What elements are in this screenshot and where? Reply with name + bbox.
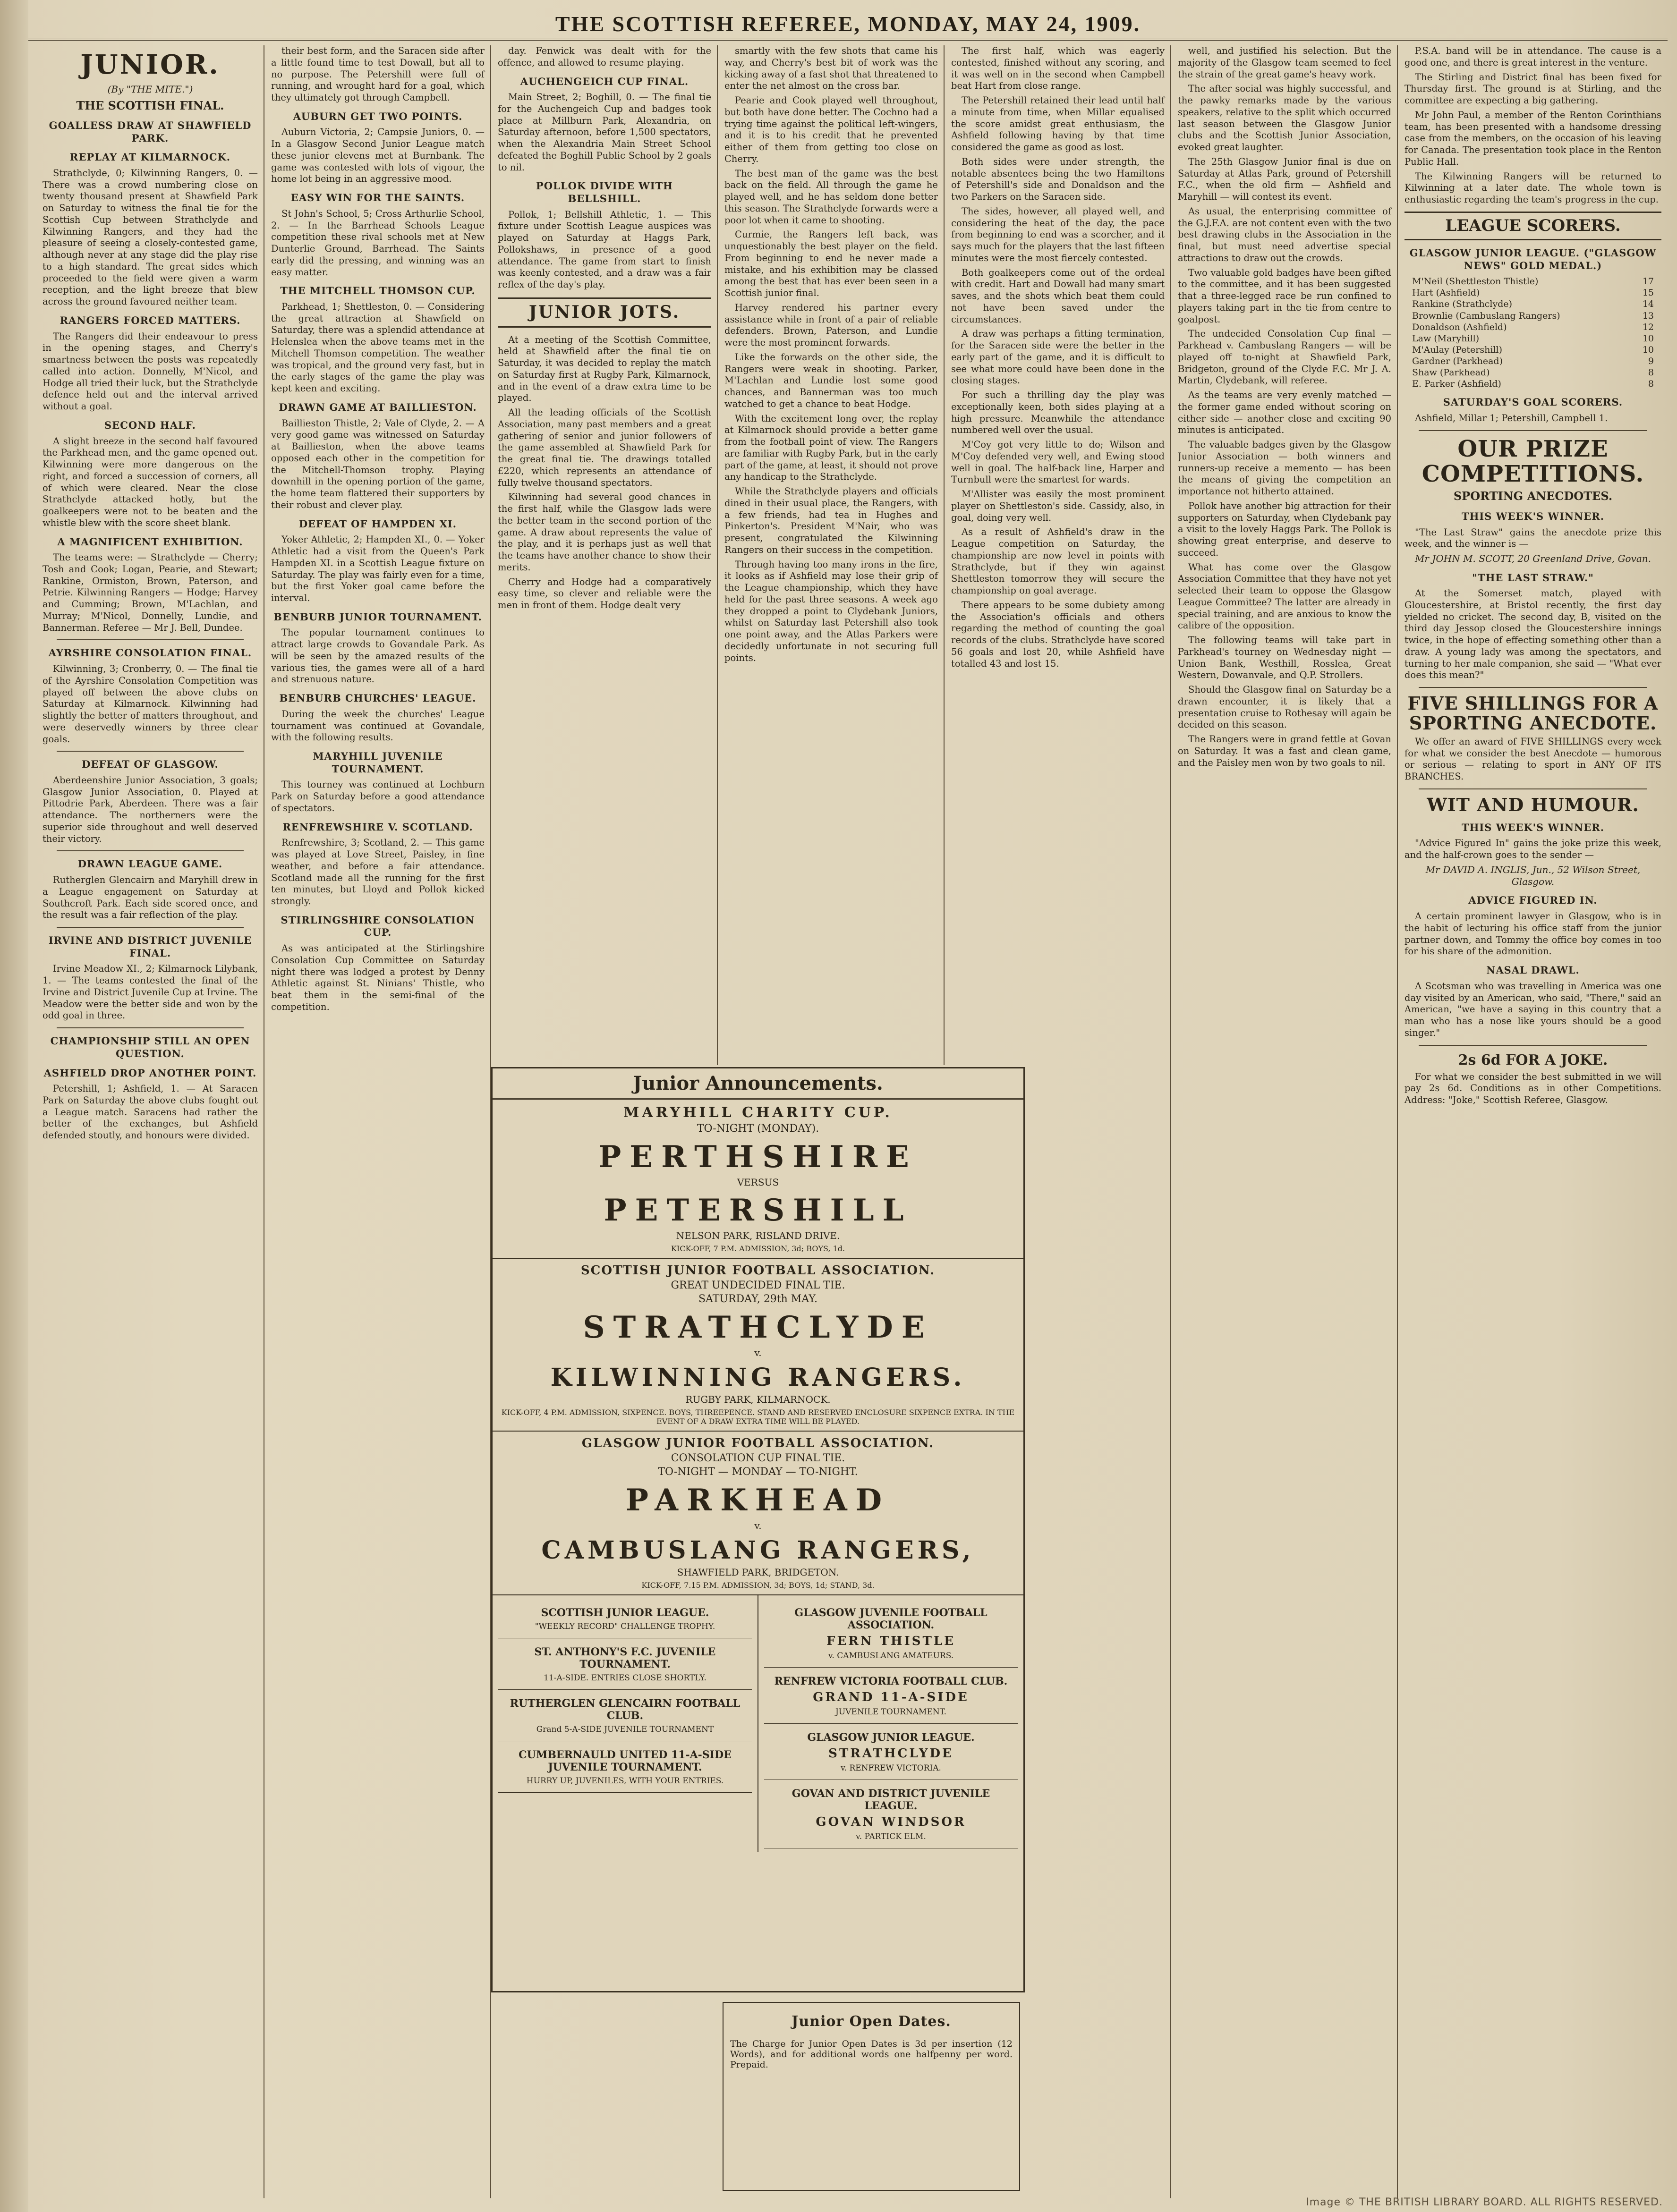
paragraph: Mr John Paul, a member of the Renton Corinthians team, has been presented with a handsome dressing case from the members, on the occasion of his leaving for Canada. The presentation took place in the Renton Public Hall. [1405, 109, 1661, 167]
ad-team-1: STRATHCLYDE [583, 1310, 933, 1345]
small-ad-body: Grand 5-A-SIDE JUVENILE TOURNAMENT [536, 1725, 714, 1734]
small-ad-team: GOVAN WINDSOR [816, 1815, 966, 1829]
paragraph: While the Strathclyde players and officials dined in their usual place, the Rangers, with a few friends, had tea in Hughes and Pinkerton's. President M'Nair, who was present, congratulated the Kilwinning Rangers on their success in the competition. [724, 486, 938, 555]
paragraph: Curmie, the Rangers left back, was unquestionably the best player on the field. From beginning to end he never made a mistake, and his exhibition may be classed among the best that has ever been seen in a Scottish junior final. [724, 229, 938, 298]
scorer-row [1405, 276, 1661, 287]
paragraph: At a meeting of the Scottish Committee, held at Shawfield after the final tie on Saturday, it was decided to replay the match on Saturday first at Rugby Park, Kilmarnock, and in the event of a draw extra time to be played. [498, 334, 711, 404]
open-dates-title: Junior Open Dates. [792, 2013, 951, 2030]
scorer-name: Law (Maryhill) [1412, 333, 1480, 344]
ad-team-1: PARKHEAD [625, 1483, 891, 1518]
paragraph: For what we consider the best submitted in we will pay 2s 6d. Conditions as in other Competitions. Address: "Joke," Scottish Referee, Glasgow. [1405, 1071, 1661, 1106]
jots-title: JUNIOR JOTS. [498, 297, 711, 328]
ad-versus: v. [754, 1347, 762, 1358]
ad-fine-print: KICK-OFF, 7.15 P.M. ADMISSION, 3d; BOYS, 1d; STAND, 3d. [641, 1581, 875, 1590]
paragraph: As usual, the enterprising committee of the G.J.F.A. are not content even with the two best drawing clubs in the Association in the final, but must need advertise special attractions to draw out the crowds. [1178, 205, 1391, 263]
joke-title: 2s 6d FOR A JOKE. [1458, 1051, 1608, 1068]
scorer-name: Donaldson (Ashfield) [1412, 322, 1507, 332]
small-ad-body: v. PARTICK ELM. [856, 1832, 926, 1841]
paragraph: A slight breeze in the second half favoured the Parkhead men, and the game opened out. Kilwinning were more dangerous on the right, and forced a succession of corners, all of which were cleared. Near the close Strathclyde attacked hotly, but the goalkeepers were not to be beaten and the whistle blew with the score sheet blank. [43, 435, 258, 528]
paragraph: A Scotsman who was travelling in America was one day visited by an American, who said, "There," said an American, "we have a saying in this country that a man who has a nose like yours should be a good singer." [1405, 980, 1661, 1038]
divider [1419, 788, 1647, 789]
prize-competitions-title: OUR PRIZE COMPETITIONS. [1422, 435, 1644, 487]
paragraph: Irvine Meadow XI., 2; Kilmarnock Lilybank, 1. — The teams contested the final of the Irvine and District Juvenile Cup at Irvine. The Meadow were the better side and won by the odd goal in three. [43, 963, 258, 1021]
small-ad-title: RUTHERGLEN GLENCAIRN FOOTBALL CLUB. [510, 1697, 741, 1722]
wit-humour-title: WIT AND HUMOUR. [1427, 794, 1639, 815]
small-ad [764, 1724, 1018, 1780]
headline: MARYHILL JUVENILE TOURNAMENT. [313, 750, 443, 775]
paragraph: The best man of the game was the best back on the field. All through the game he played well, and he has seldom done better this season. The Strathclyde forwards were a poor lot when it came to shooting. [724, 168, 938, 226]
small-ad [498, 1690, 752, 1741]
paragraph: Should the Glasgow final on Saturday be a drawn encounter, it is likely that a presentation cruise to Rothesay will again be decided on this season. [1178, 684, 1391, 730]
small-ad [764, 1668, 1018, 1724]
section-title: JUNIOR. [80, 49, 220, 80]
scorer-name: Rankine (Strathclyde) [1412, 299, 1513, 310]
paragraph: Baillieston Thistle, 2; Vale of Clyde, 2. — A very good game was witnessed on Saturday at Baillieston, when the above teams opposed each other in the competition for the Mitchell-Thomson trophy. Playing downhill in the opening portion of the game, the home team flattered their supporters by their robust and clever play. [271, 417, 485, 510]
ad-team-1: PERTHSHIRE [598, 1139, 918, 1175]
paragraph: Cherry and Hodge had a comparatively easy time, so clever and reliable were the men in front of them. Hodge dealt very [498, 576, 711, 611]
scorer-row [1405, 287, 1661, 298]
subheading: A MAGNIFICENT EXHIBITION. [57, 535, 243, 548]
paragraph: Main Street, 2; Boghill, 0. — The final tie for the Auchengeich Cup and badges took place at Millburn Park, Alexandria, on Saturday afternoon, before 1,500 spectators, when the Alexandria Main Street School defeated the Boghill Public School by 2 goals to nil. [498, 92, 711, 173]
ad-date: TO-NIGHT (MONDAY). [697, 1123, 819, 1135]
paragraph: Aberdeenshire Junior Association, 3 goals; Glasgow Junior Association, 0. Played at Pittodrie Park, Aberdeen. There was a fair attendance. The northerners were the superior side throughout and well deserved their victory. [43, 774, 258, 844]
headline: ASHFIELD DROP ANOTHER POINT. [43, 1067, 257, 1079]
scorer-name: M'Neil (Shettleston Thistle) [1412, 276, 1539, 287]
scorer-goals: 14 [1642, 299, 1654, 310]
paragraph: We offer an award of FIVE SHILLINGS every week for what we consider the best Anecdote — humorous or serious — relating to sport in ANY OF ITS BRANCHES. [1405, 736, 1661, 782]
scorer-name: M'Aulay (Petershill) [1412, 344, 1502, 355]
paragraph: The Rangers were in grand fettle at Govan on Saturday. It was a fast and clean game, and the Paisley men won by two goals to nil. [1178, 734, 1391, 768]
paragraph: What has come over the Glasgow Association Committee that they have not yet selected their team to oppose the Glasgow League Committee? The latter are already in special training, and are anxious to know the calibre of the opposition. [1178, 561, 1391, 631]
scorer-row [1405, 322, 1661, 333]
paragraph: The popular tournament continues to attract large crowds to Govandale Park. As will be seen by the amazed results of the various ties, the games were all of a hard and strenuous nature. [271, 627, 485, 685]
paragraph: Pollok have another big attraction for their supporters on Saturday, when Clydebank pay a visit to the lovely Haggs Park. The Pollok is showing great enterprise, and deserve to succeed. [1178, 500, 1391, 558]
scorer-goals: 17 [1642, 276, 1654, 287]
paragraph: Auburn Victoria, 2; Campsie Juniors, 0. — In a Glasgow Second Junior League match these junior elevens met at Burnbank. The game was contested with lots of vigour, the home lot being in an aggressive mood. [271, 127, 485, 185]
scorer-goals: 8 [1648, 379, 1654, 390]
scorer-goals: 12 [1642, 322, 1654, 332]
paragraph: The Kilwinning Rangers will be returned to Kilwinning at a later date. The whole town is enthusiastic regarding the team's progress in the cup. [1405, 170, 1661, 205]
ad-subheading: GREAT UNDECIDED FINAL TIE. [671, 1280, 845, 1291]
ad-scottish-final [493, 1259, 1023, 1432]
scorer-goals: 9 [1648, 356, 1654, 367]
byline: (By "THE MITE.") [107, 84, 193, 95]
ad-team-2: PETERSHILL [604, 1193, 912, 1228]
divider [1419, 1045, 1647, 1046]
five-shillings-title: FIVE SHILLINGS FOR A SPORTING ANECDOTE. [1407, 693, 1659, 734]
paragraph: During the week the churches' League tournament was continued at Govandale, with the following results. [271, 708, 485, 743]
divider [1419, 687, 1647, 688]
page-fold [0, 0, 28, 2212]
paragraph: Both sides were under strength, the notable absentees being the two Hamiltons of Petershill's side and Donaldson and the two Parkers on the Saracen side. [951, 156, 1165, 202]
ad-venue: NELSON PARK, RISLAND DRIVE. [676, 1230, 840, 1241]
paragraph: The teams were: — Strathclyde — Cherry; Tosh and Cook; Logan, Pearie, and Stewart; Rankine, Ormiston, Brown, Paterson, and Petrie. Kilwinning Rangers — Hodge; Harvey and Cumming; Brown, M'Lachlan, and Murray; M'Nicol, Donnelly, Lundie, and Bannerman. Referee — Mr J. Bell, Dundee. [43, 552, 258, 633]
small-ads-right [758, 1595, 1023, 1852]
paragraph: Parkhead, 1; Shettleston, 0. — Considering the great attraction at Shawfield on Saturday, there was a splendid attendance at Helenslea when the above teams met in the Mitchell Thomson competition. The weather was tropical, and the ground very fast, but in the early stages of the game the play was kept keen and exciting. [271, 301, 485, 394]
scorer-row [1405, 333, 1661, 344]
small-ad [498, 1599, 752, 1638]
paragraph: well, and justified his selection. But the majority of the Glasgow team seemed to feel the strain of the great game's heavy work. [1178, 45, 1391, 80]
subheading: RANGERS FORCED MATTERS. [60, 314, 241, 326]
small-ad-body: v. RENFREW VICTORIA. [841, 1763, 941, 1773]
headline: THE MITCHELL THOMSON CUP. [280, 285, 476, 297]
small-ad-body: 11-A-SIDE. ENTRIES CLOSE SHORTLY. [544, 1673, 707, 1683]
ad-venue: SHAWFIELD PARK, BRIDGETON. [677, 1567, 839, 1578]
small-ad-title: GLASGOW JUVENILE FOOTBALL ASSOCIATION. [794, 1607, 987, 1631]
masthead [28, 8, 1668, 41]
junior-announcements [491, 1067, 1025, 1992]
paragraph: St John's School, 5; Cross Arthurlie School, 2. — In the Barrhead Schools League competition these rival schools met at New Dunterlie Ground, Barrhead. The Saints early did the pressing, and winning was an easy matter. [271, 208, 485, 278]
scorer-goals: 10 [1642, 344, 1654, 355]
open-dates-text: The Charge for Junior Open Dates is 3d per insertion (12 Words), and for additional words one halfpenny per word. Prepaid. [730, 2039, 1013, 2070]
small-ad-team: GRAND 11-A-SIDE [813, 1690, 969, 1704]
ad-team-2: KILWINNING RANGERS. [550, 1363, 966, 1392]
ad-versus: VERSUS [737, 1177, 779, 1188]
ad-versus: v. [754, 1520, 762, 1531]
divider [57, 639, 244, 640]
paragraph: The 25th Glasgow Junior final is due on Saturday at Atlas Park, ground of Petershill F.C., when the old firm — Ashfield and Maryhill — will contest its event. [1178, 156, 1391, 202]
small-ad [764, 1599, 1018, 1668]
scorer-row [1405, 310, 1661, 322]
paragraph: Yoker Athletic, 2; Hampden XI., 0. — Yoker Athletic had a visit from the Queen's Park Hampden XI. in a Scottish League fixture on Saturday. The play was fairly even for a time, but the first Yoker goal came before the interval. [271, 534, 485, 604]
scorer-goals: 13 [1642, 310, 1654, 321]
anecdotes-subtitle: THIS WEEK'S WINNER. [1461, 510, 1605, 522]
headline: DRAWN GAME AT BAILLIESTON. [279, 401, 477, 413]
paragraph: Renfrewshire, 3; Scotland, 2. — This game was played at Love Street, Paisley, in fine weather, and before a fair attendance. Scotland made all the running for the first ten minutes, but Lloyd and Pollok kicked strongly. [271, 837, 485, 907]
paragraph: M'Allister was easily the most prominent player on Shettleston's side. Cassidy, also, in goal, doing very well. [951, 489, 1165, 523]
anecdote-story-title: "THE LAST STRAW." [1472, 571, 1594, 584]
paragraph: For such a thrilling day the play was exceptionally keen, both sides playing at a high pressure. Meanwhile the attendance numbered well over the usual. [951, 390, 1165, 436]
open-dates-box [723, 2002, 1020, 2191]
ad-fine-print: KICK-OFF, 7 P.M. ADMISSION, 3d; BOYS, 1d. [671, 1244, 845, 1253]
paragraph: Like the forwards on the other side, the Rangers were weak in shooting. Parker, M'Lachlan and Lundie lost some good chances, and Bannerman was too much watched to get a chance to beat Hodge. [724, 351, 938, 409]
small-ads [493, 1595, 1023, 1852]
small-ad-body: "WEEKLY RECORD" CHALLENGE TROPHY. [535, 1622, 715, 1631]
paragraph: The sides, however, all played well, and considering the heat of the day, the pace from beginning to end was a scorcher, and it says much for the players that the last fifteen minutes were the most fiercely contested. [951, 205, 1165, 263]
headline: AUBURN GET TWO POINTS. [293, 110, 463, 122]
headline: STIRLINGSHIRE CONSOLATION CUP. [281, 914, 475, 939]
headline: DRAWN LEAGUE GAME. [77, 858, 223, 870]
paragraph: There appears to be some dubiety among the Association's officials and others regarding the method of counting the goal records of the clubs. Strathclyde have scored 56 goals and lost 20, while Ashfield have totalled 43 and lost 15. [951, 599, 1165, 669]
ad-venue: RUGBY PARK, KILMARNOCK. [685, 1394, 831, 1405]
paragraph: Pollok, 1; Bellshill Athletic, 1. — This fixture under Scottish League auspices was played on Saturday at Haggs Park, Pollokshaws, in presence of a good attendance. The game from start to finish was keenly contested, and a draw was a fair reflex of the day's play. [498, 209, 711, 290]
divider [57, 1027, 244, 1028]
column-2 [271, 45, 491, 2198]
paragraph: The undecided Consolation Cup final — Parkhead v. Cambuslang Rangers — will be played off to-night at Shawfield Park, Bridgeton, ground of the Clyde F.C. Mr J. A. Martin, Clydebank, will referee. [1178, 328, 1391, 386]
paragraph: smartly with the few shots that came his way, and Cherry's best bit of work was the kicking away of a fast shot that threatened to enter the net almost on the cross bar. [724, 45, 938, 92]
headline: RENFREWSHIRE V. SCOTLAND. [282, 821, 473, 833]
masthead-title: THE SCOTTISH REFEREE, MONDAY, MAY 24, 1909. [555, 11, 1141, 36]
ad-fine-print: KICK-OFF, 4 P.M. ADMISSION, SIXPENCE. BOYS, THREEPENCE. STAND AND RESERVED ENCLOSURE SIXPENCE EXTRA. IN THE EVENT OF A DRAW EXTRA TIME WILL BE PLAYED. [501, 1408, 1015, 1426]
divider [57, 850, 244, 851]
paragraph: The Rangers did their endeavour to press in the opening stages, and Cherry's smartness between the posts was repeatedly called into action. Donnelly, M'Nicol, and Hodge all tried their luck, but the Strathclyde defence held out and the interval arrived without a goal. [43, 331, 258, 412]
small-ad-body: v. CAMBUSLANG AMATEURS. [828, 1651, 954, 1661]
small-ad [498, 1741, 752, 1793]
paragraph: The following teams will take part in Parkhead's tourney on Wednesday night — Union Bank, Westhill, Rosslea, Great Western, Dowanvale, and Q.P. Strollers. [1178, 635, 1391, 681]
headline: BENBURB CHURCHES' LEAGUE. [279, 692, 477, 704]
headline: THE SCOTTISH FINAL. [76, 98, 224, 112]
wit-story-title: ADVICE FIGURED IN. [1468, 894, 1598, 907]
scorer-goals: 8 [1648, 367, 1654, 378]
nasal-title: NASAL DRAWL. [1486, 964, 1580, 976]
paragraph: The valuable badges given by the Glasgow Junior Association — both winners and runners-up receive a memento — has been the means of giving the competition an importance not hitherto attained. [1178, 439, 1391, 497]
small-ad [498, 1638, 752, 1690]
saturday-scorers-text: Ashfield, Millar 1; Petershill, Campbell 1. [1415, 413, 1608, 424]
paragraph: Both goalkeepers come out of the ordeal with credit. Hart and Dowall had many smart saves, and the shots which beat them could not have been saved under the circumstances. [951, 267, 1165, 325]
small-ad-title: SCOTTISH JUNIOR LEAGUE. [541, 1607, 709, 1619]
scorer-row [1405, 367, 1661, 378]
paragraph: All the leading officials of the Scottish Association, many past members and a great gathering of senior and junior followers of the game assembled at Shawfield Park for the great final tie. The drawings totalled £220, which represents an attendance of fully twelve thousand spectators. [498, 407, 711, 488]
scorer-row [1405, 298, 1661, 310]
headline: AYRSHIRE CONSOLATION FINAL. [48, 647, 252, 659]
scorer-row [1405, 378, 1661, 390]
scorers-list [1405, 276, 1661, 390]
ad-heading: MARYHILL CHARITY CUP. [623, 1104, 893, 1121]
announcements-title: Junior Announcements. [493, 1068, 1023, 1100]
scorer-name: E. Parker (Ashfield) [1412, 379, 1501, 390]
paragraph: A draw was perhaps a fitting termination, for the Saracen side were the better in the early part of the game, and it is difficult to see what more could have been done in the closing stages. [951, 328, 1165, 386]
paragraph: P.S.A. band will be in attendance. The cause is a good one, and there is great interest in the venture. [1405, 45, 1661, 68]
headline: AUCHENGEICH CUP FINAL. [520, 75, 689, 87]
paragraph: their best form, and the Saracen side after a little found time to test Dowall, but all to no purpose. The Petershill were full of running, and wrought hard for a goal, which they ultimately got through Campbell. [271, 45, 485, 103]
paragraph: M'Coy got very little to do; Wilson and M'Coy defended very well, and Ewing stood well in goal. The half-back line, Harper and Turnbull were the smartest for wards. [951, 439, 1165, 485]
small-ad-body: HURRY UP, JUVENILES, WITH YOUR ENTRIES. [526, 1776, 724, 1786]
ad-consolation-final [493, 1432, 1023, 1595]
saturday-scorers-title: SATURDAY'S GOAL SCORERS. [1443, 396, 1623, 408]
headline: CHAMPIONSHIP STILL AN OPEN QUESTION. [50, 1035, 250, 1059]
divider [1419, 430, 1647, 431]
paragraph: Pearie and Cook played well throughout, but both have done better. The Cochno had a trying time against the political left-wingers, and it is to his credit that he prevented either of them from getting too close on Cherry. [724, 95, 938, 164]
headline: DEFEAT OF GLASGOW. [82, 758, 219, 771]
headline: IRVINE AND DISTRICT JUVENILE FINAL. [48, 934, 252, 959]
paragraph: Kilwinning had several good chances in the first half, while the Glasgow lads were the better team in the second portion of the game. A draw about represents the value of the play, and it is perhaps just as well that the teams have another chance to show their merits. [498, 492, 711, 573]
headline: GOALLESS DRAW AT SHAWFIELD PARK. [49, 119, 252, 144]
wit-subtitle: THIS WEEK'S WINNER. [1461, 821, 1605, 833]
paragraph: Kilwinning, 3; Cronberry, 0. — The final tie of the Ayrshire Consolation Competition was played off between the above clubs on Saturday at Kilmarnock. Kilwinning had slightly the better of matters throughout, and were deservedly winners by three clear goals. [43, 663, 258, 745]
scorer-row [1405, 344, 1661, 356]
small-ad-team: FERN THISTLE [826, 1634, 955, 1648]
ad-date: SATURDAY, 29th MAY. [698, 1293, 818, 1305]
small-ad-title: CUMBERNAULD UNITED 11-A-SIDE JUVENILE TOURNAMENT. [519, 1749, 732, 1773]
paragraph: The first half, which was eagerly contested, finished without any scoring, and it was well on in the second when Campbell beat Hart from close range. [951, 45, 1165, 92]
small-ads-left [493, 1595, 758, 1852]
small-ad [764, 1780, 1018, 1848]
headline: EASY WIN FOR THE SAINTS. [290, 192, 465, 204]
paragraph: Two valuable gold badges have been gifted to the committee, and it has been suggested that a three-legged race be run confined to players taking part in the tie from centre to goalpost. [1178, 267, 1391, 325]
league-scorers-title: LEAGUE SCORERS. [1405, 212, 1661, 240]
scorer-name: Shaw (Parkhead) [1412, 367, 1490, 378]
headline: POLLOK DIVIDE WITH BELLSHILL. [536, 180, 673, 205]
small-ad-title: GOVAN AND DISTRICT JUVENILE LEAGUE. [792, 1788, 990, 1812]
column-3 [498, 45, 718, 1065]
paragraph: As was anticipated at the Stirlingshire Consolation Cup Committee on Saturday night there was lodged a protest by Denny Athletic against St. Ninians' Thistle, who beat them in the semi-final of the competition. [271, 943, 485, 1012]
paragraph: The after social was highly successful, and the pawky remarks made by the various speakers, relative to the split which occurred last season between the Glasgow Junior clubs and the Scottish Junior Association, evoked great laughter. [1178, 83, 1391, 153]
paragraph: Harvey rendered his partner every assistance while in front of a pair of reliable defenders. Brown, Paterson, and Lundie were the most prominent forwards. [724, 302, 938, 348]
paragraph: Through having too many irons in the fire, it looks as if Ashfield may lose their grip of the League championship, which they have held for the past three seasons. A week ago they dropped a point to Clydebank Juniors, whilst on Saturday last Petershill also took one point away, and the Atlas Parkers were decidedly unfortunate in not securing full points. [724, 559, 938, 663]
anecdote-winner: Mr JOHN M. SCOTT, 20 Greenland Drive, Govan. [1414, 553, 1651, 565]
paragraph: As the teams are very evenly matched — the former game ended without scoring on either side — another close and exciting 90 minutes is anticipated. [1178, 390, 1391, 436]
paragraph: At the Somerset match, played with Gloucestershire, at Bristol recently, the first day yielded no cricket. The second day, B, visited on the third day Jessop closed the Gloucestershire innings twice, in the hope of effecting something other than a draw. A young lady was among the spectators, and turning to her male companion, she said — "What ever does this mean?" [1405, 588, 1661, 681]
column-4 [724, 45, 945, 1065]
anecdotes-title: SPORTING ANECDOTES. [1453, 489, 1613, 503]
paragraph: day. Fenwick was dealt with for the offence, and allowed to resume playing. [498, 45, 711, 68]
league-scorers-subtitle: GLASGOW JUNIOR LEAGUE. ("GLASGOW NEWS" GOLD MEDAL.) [1409, 246, 1657, 271]
ad-heading: SCOTTISH JUNIOR FOOTBALL ASSOCIATION. [580, 1263, 936, 1278]
ad-subheading: CONSOLATION CUP FINAL TIE. [671, 1452, 845, 1464]
wit-winner: Mr DAVID A. INGLIS, Jun., 52 Wilson Street, Glasgow. [1425, 864, 1641, 888]
small-ad-team: STRATHCLYDE [828, 1746, 953, 1761]
image-credit: Image © THE BRITISH LIBRARY BOARD. ALL RIGHTS RESERVED. [1306, 2196, 1663, 2208]
small-ad-title: ST. ANTHONY'S F.C. JUVENILE TOURNAMENT. [534, 1646, 716, 1670]
headline: DEFEAT OF HAMPDEN XI. [298, 517, 457, 530]
paragraph: Petershill, 1; Ashfield, 1. — At Saracen Park on Saturday the above clubs fought out a League match. Saracens had rather the better of the exchanges, but Ashfield defended stoutly, and honours were divided. [43, 1083, 258, 1141]
ad-date: TO-NIGHT — MONDAY — TO-NIGHT. [658, 1466, 858, 1478]
paragraph: "The Last Straw" gains the anecdote prize this week, and the winner is — [1405, 526, 1661, 550]
scorer-name: Gardner (Parkhead) [1412, 356, 1503, 367]
divider [57, 751, 244, 752]
column-6 [1178, 45, 1398, 2198]
paragraph: "Advice Figured In" gains the joke prize this week, and the half-crown goes to the sender — [1405, 838, 1661, 860]
paragraph: Rutherglen Glencairn and Maryhill drew in a League engagement on Saturday at Southcroft Park. Each side scored once, and the result was a fair reflection of the play. [43, 874, 258, 921]
ad-team-2: CAMBUSLANG RANGERS, [541, 1536, 975, 1565]
subheading: SECOND HALF. [104, 419, 196, 431]
column-7 [1405, 45, 1667, 2198]
small-ad-title: GLASGOW JUNIOR LEAGUE. [807, 1731, 975, 1744]
scorer-goals: 10 [1642, 333, 1654, 344]
headline: REPLAY AT KILMARNOCK. [69, 151, 231, 163]
paragraph: A certain prominent lawyer in Glasgow, who is in the habit of lecturing his office staff from the junior partner down, and Tommy the office boy comes in too for his share of the admonition. [1405, 911, 1661, 957]
paragraph: The Petershill retained their lead until half a minute from time, when Millar equalised the score amidst great enthusiasm, the Ashfield following having by that time considered the game as good as lost. [951, 95, 1165, 153]
paragraph: This tourney was continued at Lochburn Park on Saturday before a good attendance of spectators. [271, 779, 485, 814]
ad-maryhill-charity-cup [493, 1100, 1023, 1259]
divider [57, 927, 244, 928]
ad-heading: GLASGOW JUNIOR FOOTBALL ASSOCIATION. [581, 1436, 935, 1450]
headline: BENBURB JUNIOR TOURNAMENT. [273, 610, 482, 623]
paragraph: As a result of Ashfield's draw in the League competition on Saturday, the championship are now level in points with Strathclyde, but if they win against Shettleston tomorrow they will secure the championship on goal average. [951, 526, 1165, 596]
paragraph: With the excitement long over, the replay at Kilmarnock should provide a better game from the football point of view. The Rangers are familiar with Rugby Park, but in the early part of the game, at least, it should not prove any handicap to the Strathclyde. [724, 413, 938, 483]
paragraph: Strathclyde, 0; Kilwinning Rangers, 0. — There was a crowd numbering close on twenty thousand present at Shawfield Park on Saturday to witness the final tie for the Scottish Cup between Strathclyde and Kilwinning Rangers, and they had the pleasure of seeing a closely-contested game, although never at any stage did the play rise to a high standard. The great sides which proceeded to the field were given a warm reception, and the light breeze that blew across the ground favoured neither team. [43, 167, 258, 307]
paragraph: The Stirling and District final has been fixed for Thursday first. The ground is at Stirling, and the committee are expecting a big gathering. [1405, 71, 1661, 106]
small-ad-body: JUVENILE TOURNAMENT. [835, 1707, 946, 1717]
column-1 [43, 45, 264, 2198]
scorer-name: Hart (Ashfield) [1412, 288, 1480, 298]
scorer-row [1405, 356, 1661, 367]
scorer-goals: 15 [1642, 288, 1654, 298]
scorer-name: Brownlie (Cambuslang Rangers) [1412, 310, 1560, 321]
small-ad-title: RENFREW VICTORIA FOOTBALL CLUB. [774, 1675, 1008, 1687]
